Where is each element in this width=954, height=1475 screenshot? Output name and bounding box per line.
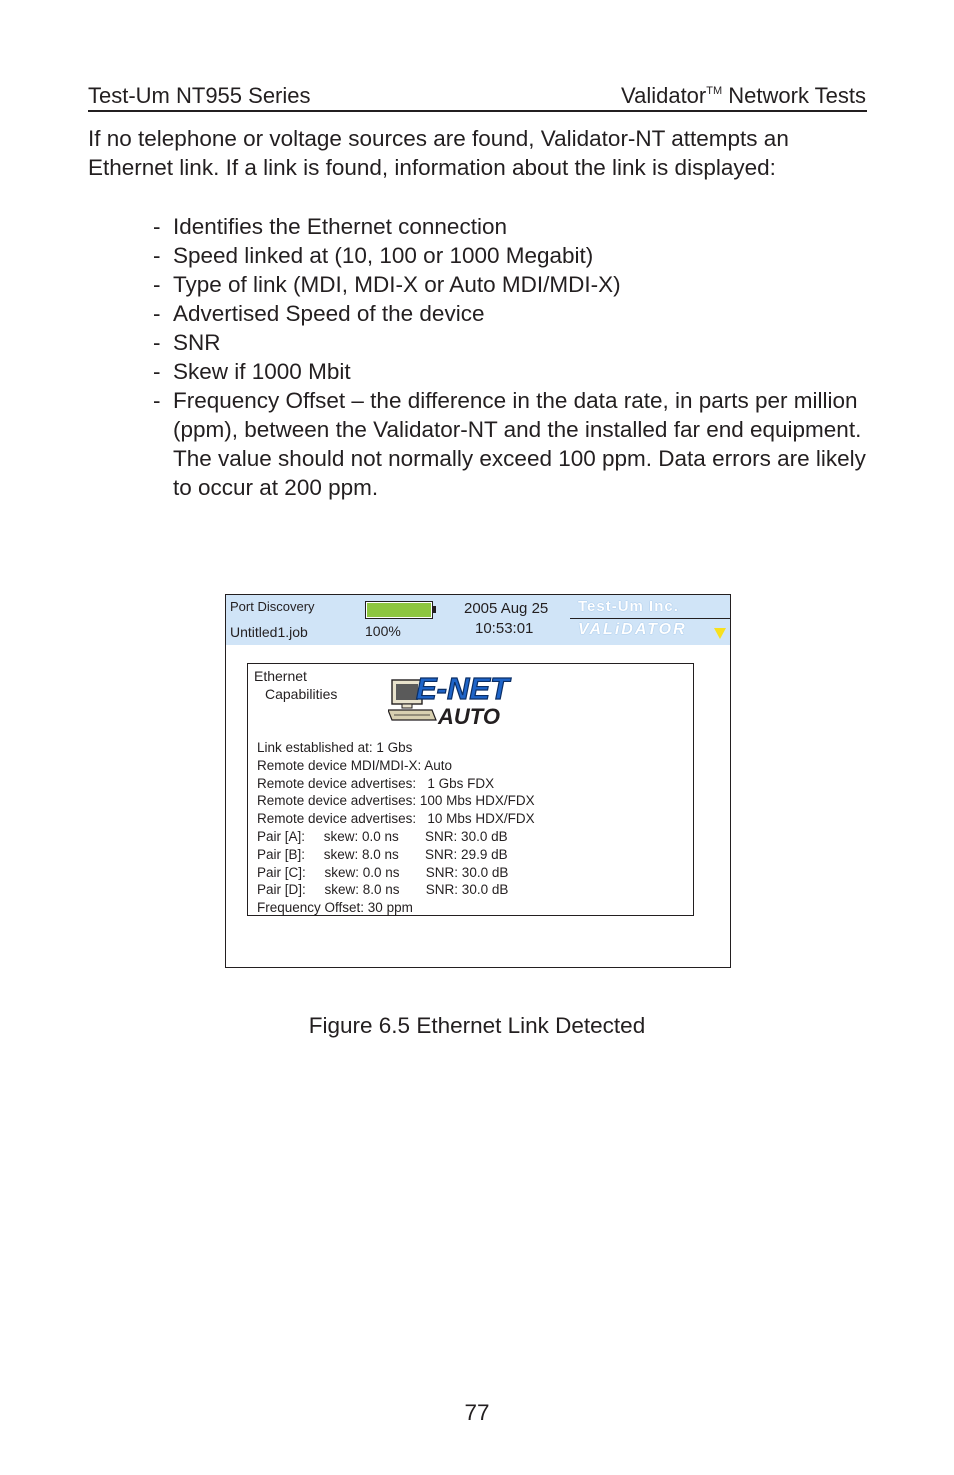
status-date: 2005 Aug 25 <box>464 600 549 617</box>
list-dash: - <box>153 214 161 239</box>
status-time: 10:53:01 <box>475 620 534 637</box>
list-item: Link established at: 1 Gbs <box>257 740 413 755</box>
panel-title-line2: Capabilities <box>265 686 338 702</box>
list-dash: - <box>153 359 161 384</box>
list-dash: - <box>153 388 161 413</box>
intro-paragraph: If no telephone or voltage sources are found, Validator-NT attempts an Ethernet link. If a link is found, information about the link is displayed: <box>88 126 789 180</box>
list-item <box>153 212 883 241</box>
enet-auto-logo-icon <box>388 666 514 728</box>
figure-caption: Figure 6.5 Ethernet Link Detected <box>308 1013 646 1038</box>
brand-product-name: VALiDATOR <box>578 621 687 638</box>
list-item-text: Advertised Speed of the device <box>173 301 485 326</box>
list-item: Frequency Offset: 30 ppm <box>257 900 413 916</box>
brand-company-name: Test-Um Inc. <box>578 598 679 615</box>
header-network-tests-text: Network Tests <box>722 83 866 108</box>
running-header-section <box>621 83 866 109</box>
list-item: Remote device advertises: 1 Gbs FDX <box>257 775 495 791</box>
menu-arrow-icon <box>714 628 726 639</box>
validator-screen-figure <box>225 594 731 968</box>
header-validator-text: Validator <box>621 83 707 108</box>
list-dash: - <box>153 272 161 297</box>
list-item-text: Speed linked at (10, 100 or 1000 Megabit) <box>173 243 594 268</box>
mode-label: Port Discovery <box>230 599 315 614</box>
list-item: Pair [B]: skew: 8.0 ns SNR: 29.9 dB <box>257 846 508 862</box>
list-item: Pair [A]: skew: 0.0 ns SNR: 30.0 dB <box>257 828 508 844</box>
list-item: Pair [C]: skew: 0.0 ns SNR: 30.0 dB <box>257 864 509 880</box>
link-details-list <box>257 739 535 917</box>
list-dash: - <box>153 243 161 268</box>
brand-divider <box>570 618 730 619</box>
list-item-text: Type of link (MDI, MDI-X or Auto MDI/MDI-X) <box>173 272 621 297</box>
list-item <box>153 386 883 502</box>
list-item <box>153 241 883 270</box>
list-item: Remote device advertises: 100 Mbs HDX/FDX <box>257 793 535 809</box>
job-filename: Untitled1.job <box>230 624 308 640</box>
list-item: Remote device MDI/MDI-X: Auto <box>257 757 453 773</box>
list-item <box>153 357 883 386</box>
list-item: Remote device advertises: 10 Mbs HDX/FDX <box>257 811 535 827</box>
panel-title-line1: Ethernet <box>254 668 307 684</box>
enet-logo-text: E-NET <box>416 671 509 706</box>
list-item-text: Identifies the Ethernet connection <box>173 214 507 239</box>
list-item-text: SNR <box>173 330 221 355</box>
list-item <box>153 328 883 357</box>
battery-terminal-icon <box>432 606 436 613</box>
list-item-text: Frequency Offset – the difference in the data rate, in parts per million (ppm), between the Validator-NT and the installed far end equipment. The value should not normally exceed 100 ppm. Data errors are likely to occur at 200 ppm. <box>173 388 866 500</box>
auto-logo-text: AUTO <box>438 704 500 728</box>
header-rule <box>88 110 867 112</box>
list-item-text: Skew if 1000 Mbit <box>173 359 351 384</box>
battery-percent: 100% <box>365 623 401 639</box>
brand-logo <box>570 598 730 642</box>
list-dash: - <box>153 301 161 326</box>
running-header-series: Test-Um NT955 Series <box>88 83 311 108</box>
trademark-mark: TM <box>706 85 723 97</box>
status-bar <box>226 595 730 645</box>
list-item <box>153 270 883 299</box>
ethernet-capabilities-panel <box>247 663 694 916</box>
page-number: 77 <box>464 1400 490 1425</box>
battery-level-fill <box>367 603 431 617</box>
list-item <box>153 299 883 328</box>
info-list <box>153 212 883 502</box>
list-dash: - <box>153 330 161 355</box>
battery-icon <box>365 601 433 619</box>
list-item: Pair [D]: skew: 8.0 ns SNR: 30.0 dB <box>257 882 509 898</box>
